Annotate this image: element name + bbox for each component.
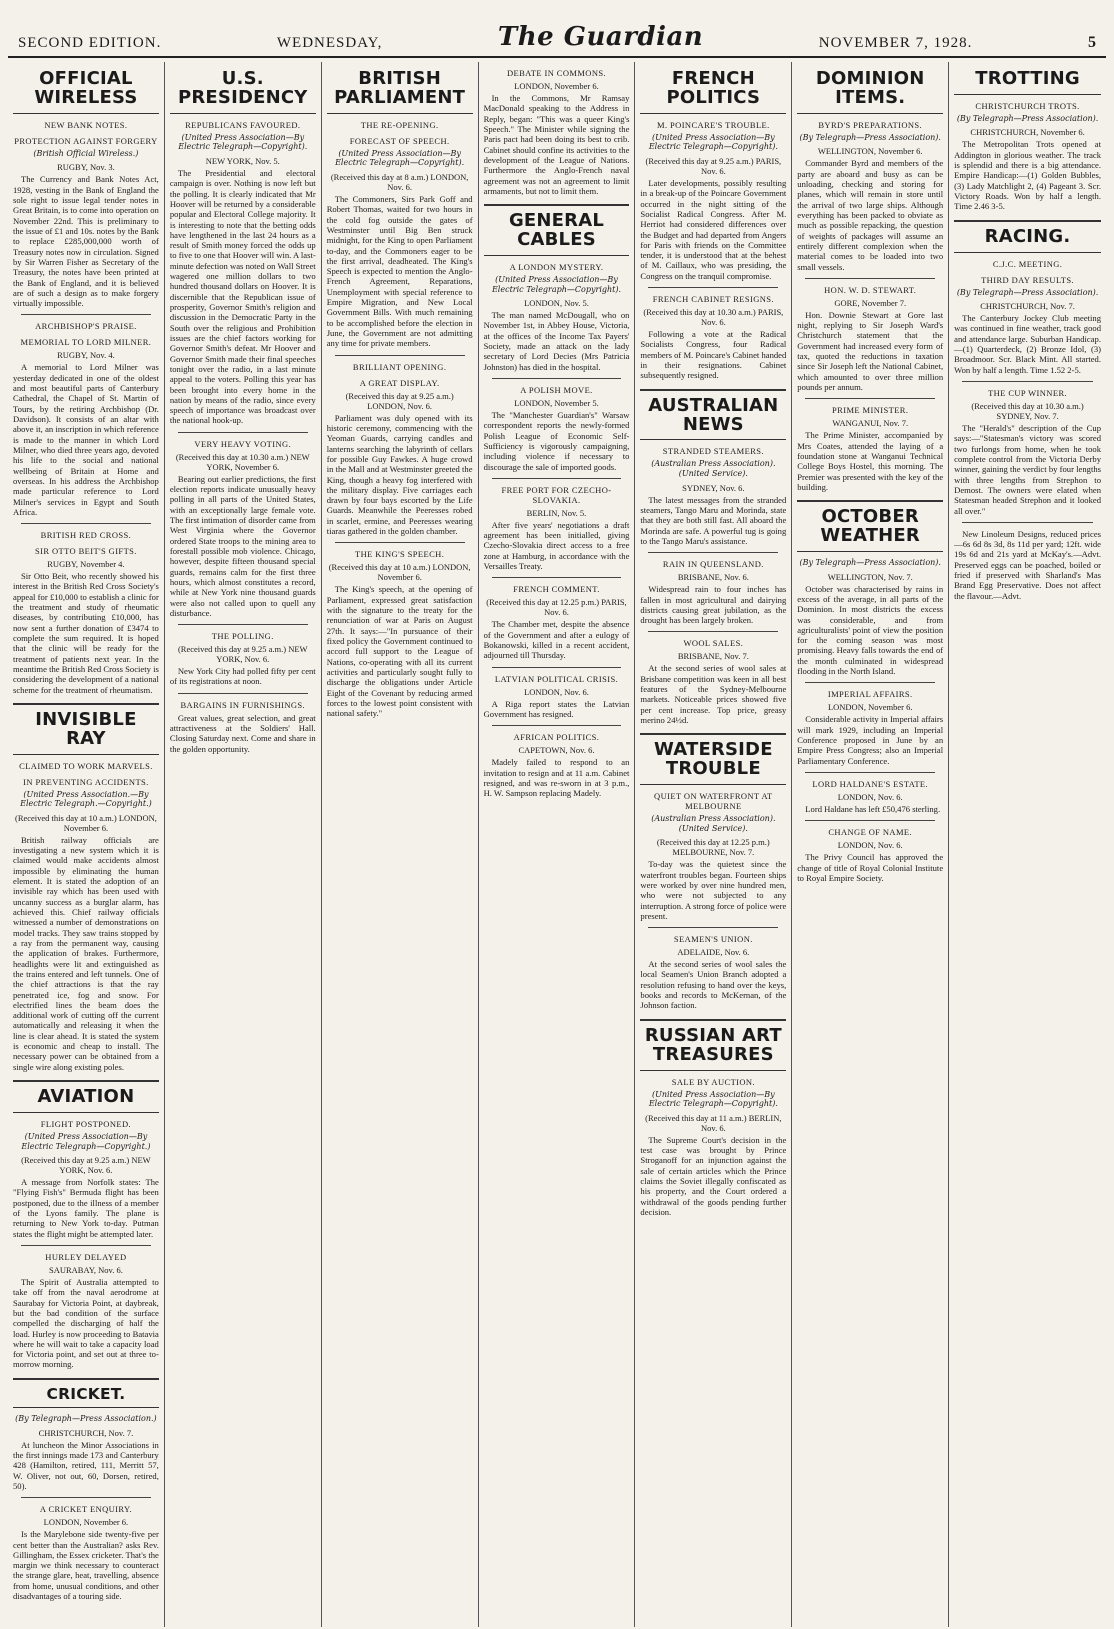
article [170, 70, 316, 426]
masthead [8, 6, 1106, 58]
article-dateline: (Received this day at 10.30 a.m.) NEW YORK, November 6. [175, 451, 310, 472]
article [797, 70, 943, 272]
article [13, 1497, 159, 1601]
section-divider [805, 278, 935, 279]
article-subhead: SIR OTTO BEIT'S GIFTS. [35, 546, 137, 557]
article [797, 682, 943, 766]
article [327, 542, 473, 718]
article-subhead: CLAIMED TO WORK MARVELS. [19, 760, 153, 771]
article-subhead: FRENCH COMMENT. [513, 584, 600, 595]
article-body: The King's speech, at the opening of Parliament, expressed great satisfaction with the signature to the treaty for the renunciation of war at Paris on August 27th. It says:—"In pursuance of their fixed policy the Government continued to accord full support to the League of Nations, co-operating with all its current activities and particularly sought fully to discharge the obligations under Article Eight of the Covenant by reducing armed forces to the lowest point consistent with national safety." [326, 584, 473, 719]
article-dateline: CHRISTCHURCH, Nov. 7. [980, 301, 1075, 312]
article-body: A message from Norfolk states: The "Flying Fish's" Bermuda flight has been postponed, due to the illness of a member of the Lyons family. The plane is returning to New York to-day. Putman states the flight might be attempted later. [13, 1177, 159, 1239]
article-body: New Linoleum Designs, reduced prices—6s 6d 8s 3d, 8s 11d per yard; 12ft. wide 19s 6d and 21s yard at McKay's.—Advt. Preserved eggs can be poached, boiled or fried if preserved with Sharland's Mas Brand Egg Preservative. Does not affect the flavour.—Advt. [954, 528, 1101, 601]
article-dateline: RUGBY, Nov. 4. [57, 350, 115, 361]
section-divider [21, 1497, 151, 1498]
article [640, 70, 786, 281]
article-dateline: ADELAIDE, Nov. 6. [677, 947, 750, 958]
column-4 [479, 62, 636, 1627]
article [170, 432, 316, 618]
article-subhead: RAIN IN QUEENSLAND. [662, 559, 764, 570]
article [484, 68, 630, 196]
article [13, 314, 159, 517]
article [484, 478, 630, 572]
article [797, 772, 943, 814]
article [954, 522, 1101, 601]
article-headline: BRITISH PARLIAMENT [327, 70, 473, 114]
wire-credit: (British Official Wireless.) [33, 148, 139, 158]
article-body: Is the Marylebone side twenty-five per cent better than the Australian? asks Rev. Gillingham, the Essex cricketer. That's the margin we think necessary to counteract the strange glare, heat, travelling, absence from home, unusual conditions, and other disadvantages of a touring side. [13, 1529, 159, 1602]
article-subhead: QUIET ON WATERFRONT AT MELBOURNE [654, 791, 773, 812]
section-divider [492, 667, 622, 668]
article-body: The Presidential and electoral campaign is over. Nothing is now left but the polling. It is clearly indicated that Mr Hoover will be returned by a considerable popular and Electoral College majority. It is interesting to note that the betting odds have lengthened in the last 24 hours as a result of Smith money forced the odds up to five to one that Hoover will win. A last-minute defection was noted on Wall Street wagered one million dollars to two hundred thousand dollars on Hoover. It is discernible that the Republican issue of prosperity, Governor Smith's religion and discussion in the Democratic Party in the South over the religious and Prohibition issues are the chief factors working for Governor Smith's defeat. Mr Hoover and Governor Smith made their final speeches tonight over the radio, in a last minute appeal to the voters. Polling this year has been brought into every home in the nation by means of the radio, since every speech of importance was broadcast over the national hook-up. [169, 167, 316, 426]
article [797, 500, 943, 676]
article [13, 1378, 159, 1491]
article-dateline: WANGANUI, Nov. 7. [832, 418, 909, 429]
wire-credit: (By Telegraph—Press Association). [956, 287, 1099, 297]
article-dateline: LONDON, November 6. [43, 1517, 129, 1528]
article-dateline: GORE, November 7. [834, 297, 907, 308]
wire-credit: (United Press Association—By Electric Telegraph—Copyright). [491, 274, 622, 294]
article-body: Later developments, possibly resulting in a break-up of the Poincare Government occurred in the night sitting of the Socialist Radical Congress. After M. Herriot had considered differences over the Budget and had departed from Angers for Paris with friends on the Committee tender, it is understood that at the behest of M. Caillaux, who was presiding, the Congress on the tranquil compromise. [640, 177, 787, 281]
article-subhead: A POLISH MOVE. [520, 384, 593, 395]
article-body: At luncheon the Minor Associations in the first innings made 173 and Canterbury 428 (Hamilton, retired, 111, Merritt 57, W. Oliver, not out, 60, Dorsen, retired, 50). [13, 1439, 159, 1491]
article-dateline: (Received this day at 10 a.m.) LONDON, November 6. [14, 812, 157, 833]
article-dateline: (Received this day at 11 a.m.) BERLIN, Nov. 6. [645, 1112, 782, 1133]
article-dateline: CHRISTCHURCH, Nov. 7. [38, 1427, 134, 1438]
section-divider [492, 378, 622, 379]
wire-credit: (By Telegraph—Press Association). [799, 557, 941, 567]
article [170, 624, 316, 687]
article [640, 389, 786, 547]
section-divider [335, 542, 465, 543]
article-body: A memorial to Lord Milner was yesterday dedicated in one of the oldest and most beautiful parts of Canterbury Cathedral, the Chapel of St. Martin of Tours, by the retiring Archbishop (Dr. Davidson). It consists of an altar with above it, an inscription in which reference is made to the manner in which Lord Milner, who died three years ago, devoted his life to the social and national wellbeing of Britain at Home and overseas. In his address the Archbishop made particular reference to Lord Milner's services in Egypt and South Africa. [13, 362, 159, 517]
article-body: Commander Byrd and members of the party are aboard and busy as can be unloading, checking and storing for planes, which will remain in store until the arrival of two large ships. Although everything has been packed to obviate as much as possible repacking, the question of weights of packages will assume an entirely different complexion when the material comes to be loaded into two small vessels. [797, 158, 944, 272]
article-subhead: BRITISH RED CROSS. [40, 530, 132, 541]
article-body: To-day was the quietest since the waterfront troubles began. Fourteen ships were worked by over nine hundred men, who were not subjected to any interruption. A strong force of police were present. [640, 859, 787, 921]
section-divider [962, 381, 1093, 382]
article-subhead: AFRICAN POLITICS. [513, 732, 600, 743]
wire-credit: (United Press Association—By Electric Telegraph—Copyright). [648, 132, 778, 152]
article-subhead: M. POINCARE'S TROUBLE. [657, 119, 770, 130]
article-body: New York City had polled fifty per cent of its registrations at noon. [169, 666, 316, 687]
edition-label: SECOND EDITION. [18, 35, 162, 51]
column-3 [322, 62, 479, 1627]
article-subhead: WOOL SALES. [683, 638, 744, 649]
article-subhead: THE POLLING. [211, 631, 274, 642]
article-body: A Riga report states the Latvian Government has resigned. [483, 698, 630, 719]
article-subhead: ARCHBISHOP'S PRAISE. [35, 321, 137, 332]
section-divider [648, 552, 778, 553]
article-body: The "Manchester Guardian's" Warsaw correspondent reports the newly-formed Polish League of Economic Self-Sufficiency is vigorously campaigning, including violence if necessary to discourage the sale of imported goods. [483, 409, 630, 472]
article [327, 70, 473, 349]
article-subhead: A CRICKET ENQUIRY. [39, 1504, 132, 1515]
article-body: The Canterbury Jockey Club meeting was continued in fine weather, track good and attendance large. Suburban Handicap.—(1) Quarterdeck, (2) Bronze Idol, (3) Broadmoor. Scr. Black Mint. All started. Won by half a length. Time 1.52 2-5. [954, 313, 1101, 375]
article-subhead: C.J.C. MEETING. [992, 258, 1063, 269]
wire-credit: (By Telegraph—Press Association). [956, 113, 1099, 123]
newspaper-title: The Guardian [497, 22, 704, 52]
article [13, 523, 159, 695]
article-subhead: PRIME MINISTER. [832, 405, 909, 416]
article [640, 927, 786, 1011]
article [640, 733, 786, 921]
article-headline: TROTTING [954, 70, 1101, 95]
article-subhead: PROTECTION AGAINST FORGERY [14, 135, 158, 146]
article-dateline: (Received this day at 10 a.m.) LONDON, November 6. [328, 562, 471, 583]
article-dateline: (Received this day at 10.30 a.m.) SYDNEY, Nov. 7. [971, 401, 1084, 422]
section-divider [648, 927, 778, 928]
article-dateline: NEW YORK, Nov. 5. [205, 155, 280, 166]
article-body: Parliament was duly opened with its historic ceremony, commencing with the Yeoman Guards, carrying candles and lanterns searching the labyrinth of cellars for possible Guy Fawkes. A huge crowd in the Mall and at Westminster greeted the King, though a heavy fog interfered with the military display. Five carriages each drawn by four bays escorted by the Life Guards. Meanwhile the Peeresses robed in scarlet, ermine, and Peeresses wearing tiaras gathered in the golden chamber. [326, 412, 473, 537]
article-dateline: LONDON, November 6. [827, 702, 913, 713]
page-number: 5 [1088, 34, 1096, 51]
article [797, 820, 943, 883]
article [484, 667, 630, 720]
article-subhead: STRANDED STEAMERS. [662, 446, 764, 457]
article [484, 725, 630, 798]
article-subhead: IN PREVENTING ACCIDENTS. [23, 776, 149, 787]
article-dateline: LONDON, November 5. [514, 397, 599, 408]
wire-credit: (United Press Association.—By Electric Telegraph.—Copyright.) [20, 789, 152, 809]
article-body: The Currency and Bank Notes Act, 1928, vesting in the Bank of England the sole right to issue legal tender notes in Great Britain, is to come into operation on November 22nd. This is preliminary to the issue of £1 and 10s. notes by the Bank to replace £285,000,000 worth of Treasury notes now in circulation. Signed by Sir Warren Fisher as Secretary of the Treasury, the notes have been printed at the Bank of England, and it is believed are of such a design as to make forgery virtually impossible. [13, 174, 159, 309]
article-dateline: LONDON, Nov. 5. [524, 298, 589, 309]
wire-credit: (United Press Association—By Electric Telegraph—Copyright). [335, 148, 465, 168]
article-subhead: IMPERIAL AFFAIRS. [827, 689, 913, 700]
article [640, 1019, 786, 1217]
article [797, 278, 943, 393]
article [327, 355, 473, 537]
article-body: Widespread rain to four inches has fallen in most agricultural and dairying districts causing great jubilation, as the drought has been largely broken. [640, 584, 787, 626]
section-divider [21, 314, 151, 315]
article-body: October was characterised by rains in excess of the average, in all parts of the Dominion. In most districts the excess was considerable, and from agriculturalists' point of view the position for the coming season was most promising. Heavy falls towards the end of the month culminated in widespread flooding in the North Island. [797, 583, 944, 677]
article [484, 577, 630, 660]
article-body: The Metropolitan Trots opened at Addington in glorious weather. The track is splendid and there is a big attendance. Empire Handicap:—(1) Golden Bubbles, (3) Lady Matchlight 2, (4) Pageant 3. Scr. Victory Roads. Won by half a length. Time 2.46 3-5. [954, 139, 1101, 212]
section-divider [21, 1245, 151, 1246]
article-body: Great values, great selection, and great attractiveness at the Soldiers' Hall. Closing Saturday next. Come and share in the golden opportunity. [169, 712, 316, 754]
article-dateline: (Received this day at 10.30 a.m.) PARIS, Nov. 6. [643, 307, 784, 328]
article-subhead: A LONDON MYSTERY. [509, 261, 604, 272]
article-body: Following a vote at the Radical Socialists Congress, four Radical members of M. Poincare's Cabinet handed in their resignations. Cabinet subsequently resigned. [640, 329, 787, 381]
article-dateline: BRISBANE, Nov. 6. [677, 572, 749, 583]
article-dateline: WELLINGTON, Nov. 7. [827, 571, 913, 582]
article-subhead: REPUBLICANS FAVOURED. [185, 119, 301, 130]
column-2 [165, 62, 322, 1627]
article-subhead: LORD HALDANE'S ESTATE. [812, 778, 929, 789]
article-dateline: LONDON, Nov. 6. [837, 791, 903, 802]
article-dateline: (Received this day at 8 a.m.) LONDON, Nov. 6. [330, 171, 469, 192]
article-subhead: THIRD DAY RESULTS. [981, 274, 1075, 285]
article-subhead: SEAMEN'S UNION. [673, 934, 753, 945]
article-body: Lord Haldane has left £50,476 sterling. [805, 803, 941, 814]
section-divider [962, 522, 1093, 523]
article-headline: RUSSIAN ART TREASURES [640, 1019, 786, 1071]
wire-credit: (Australian Press Association). (United Service). [651, 814, 776, 833]
article-subhead: THE CUP WINNER. [988, 388, 1068, 399]
section-divider [335, 355, 465, 356]
article-headline: INVISIBLE RAY [13, 703, 159, 755]
article-body: British railway officials are investigating a new system which it is claimed would make accidents almost impossible by eliminating the human element. It is stated the adoption of an invisible ray which has been used with uncanny success as a burglar alarm, has achieved this. Chief railway officials witnessed a number of demonstrations on model tracks. They saw trains stopped by a ray from the permanent way, causing the application of brakes. Furthermore, headlights were lit and extinguished as the trains entered and left tunnels. One of the chief attractions is that the ray penetrated ice, fog and snow. For electrified lines the beam does the additional work of cutting off the current automatically and releasing it when the line is clear ahead. It is stated the system is economic and cheap to install. The necessary power can be obtained from a single wire along existing poles. [13, 834, 159, 1072]
article-subhead: BYRD'S PREPARATIONS. [818, 119, 923, 130]
article-body: The Chamber met, despite the absence of the Government and after a eulogy of Bokanowski, killed in a recent accident, adjourned till Thursday. [483, 619, 630, 661]
article-body: At the second series of wool sales the local Seamen's Union Branch adopted a resolution refusing to hand over the keys, books and records to McKernan, of the Johnson faction. [640, 959, 787, 1011]
section-divider [178, 693, 308, 694]
section-divider [492, 577, 622, 578]
article-headline: OCTOBER WEATHER [797, 500, 943, 552]
article-dateline: BERLIN, Nov. 5. [526, 507, 587, 518]
article-dateline: LONDON, Nov. 6. [837, 840, 903, 851]
article-dateline: WELLINGTON, November 6. [817, 146, 923, 157]
article-dateline: (Received this day at 9.25 a.m.) NEW YORK, Nov. 6. [21, 1155, 151, 1176]
article-subhead: DEBATE IN COMMONS. [506, 68, 607, 78]
column-5 [635, 62, 792, 1627]
article-body: After five years' negotiations a draft agreement has been initialled, giving Czecho-Slovakia direct access to a free zone at Hamburg, in accordance with the Versailles Treaty. [483, 519, 630, 572]
article-body: Madely failed to respond to an invitation to resign and at 11 a.m. Cabinet resigned, and was re-sworn in at 3 p.m., H. W. Sampson replacing Madely. [483, 757, 630, 799]
section-divider [805, 682, 935, 683]
weekday-label: WEDNESDAY, [276, 35, 383, 51]
article [13, 1080, 159, 1239]
article-subhead: BRILLIANT OPENING. [352, 361, 447, 372]
article-body: In the Commons, Mr Ramsay MacDonald speaking to the Address in Reply, began: "This was a queer King's Speech." The Minister while signing the Paris pact had been doing its best to crib. Cabinet should confine its activities to the development of the League of Nations. Furthermore the Anglo-French naval agreement was not an agreement to limit armaments, but not to limit them. [483, 93, 630, 196]
section-divider [492, 478, 622, 479]
article-dateline: (Received this day at 12.25 p.m.) PARIS, Nov. 6. [486, 597, 627, 618]
wire-credit: (Australian Press Association). (United Service). [651, 459, 776, 479]
article [13, 1245, 159, 1370]
section-divider [21, 523, 151, 524]
article-headline: RACING. [954, 220, 1101, 253]
article-dateline: BRISBANE, Nov. 7. [677, 651, 749, 662]
article-dateline: SAURABAY, Nov. 6. [49, 1264, 123, 1275]
article-headline: FRENCH POLITICS [640, 70, 786, 114]
section-divider [648, 287, 778, 288]
column-7 [949, 62, 1106, 1627]
article-subhead: THE RE-OPENING. [360, 119, 439, 130]
wire-credit: (United Press Association—By Electric Telegraph—Copyright.) [21, 1131, 151, 1151]
section-divider [178, 432, 308, 433]
article [954, 381, 1101, 516]
article-columns [8, 62, 1106, 1627]
article [954, 70, 1101, 212]
wire-credit: (United Press Association—By Electric Telegraph—Copyright). [648, 1089, 778, 1109]
wire-credit: (By Telegraph—Press Association). [799, 132, 941, 142]
column-6 [792, 62, 949, 1627]
article-headline: U.S. PRESIDENCY [170, 70, 316, 114]
section-divider [492, 725, 622, 726]
article-body: The "Herald's" description of the Cup says:—"Statesman's victory was scored two furlongs from home, when he took complete control from the Victoria Derby winner, gaining the verdict by four lengths with three lengths from Strephon to Demost. The owners were elated when Statesman headed Strephon and it looked all over." [954, 423, 1101, 516]
section-divider [648, 631, 778, 632]
section-divider [805, 820, 935, 821]
issue-date: NOVEMBER 7, 1928. [818, 35, 973, 51]
article-subhead: CHANGE OF NAME. [828, 827, 913, 838]
article [13, 703, 159, 1072]
article-headline: AUSTRALIAN NEWS [640, 389, 786, 441]
article [484, 204, 630, 372]
article-dateline: RUGBY, Nov. 3. [57, 162, 115, 173]
article-dateline: LONDON, Nov. 6. [524, 686, 589, 697]
article-dateline: CAPETOWN, Nov. 6. [518, 745, 595, 756]
article-subhead: THE KING'S SPEECH. [355, 549, 445, 560]
article-subhead: MEMORIAL TO LORD MILNER. [20, 337, 152, 348]
article-headline: GENERAL CABLES [484, 204, 630, 256]
article-subhead: HURLEY DELAYED [45, 1251, 127, 1262]
article-body: Bearing out earlier predictions, the first election reports indicate unusually heavy polling in all parts of the United States, with an exceptionally large female vote. The first intimation of disorder came from West Virginia where the Governor ordered State troops to the mining area to forestall possible mob violence. Chicago, however, despite fifteen thousand special guards, remains calm for the first three hours, which almost constitutes a record, while at New York nine thousand guards were also not called upon to quell any disturbance. [169, 473, 316, 618]
article-subhead: VERY HEAVY VOTING. [194, 438, 292, 449]
article-body: The man named McDougall, who on November 1st, in Abbey House, Victoria, at the offices of the Income Tax Payers' Society, made an attack on the lady secretary of Lord Decies (Mrs Patricia Johnston) has died in the hospital. [483, 310, 630, 372]
article-headline: OFFICIAL WIRELESS [13, 70, 159, 114]
article-headline: WATERSIDE TROUBLE [640, 733, 786, 785]
article-body: At the second series of wool sales at Brisbane competition was keen in all best features of the Sydney-Melbourne markets. Noticeable prices showed five per cent increase. Top price, greasy merino 24½d. [640, 663, 787, 725]
article [484, 378, 630, 472]
article-body: The Privy Council has approved the change of title of Royal Colonial Institute to Royal Empire Society. [797, 852, 944, 883]
article-subhead: FREE PORT FOR CZECHO-SLOVAKIA. [501, 484, 612, 505]
column-1 [8, 62, 165, 1627]
article-headline: CRICKET. [13, 1378, 159, 1408]
article-dateline: (Received this day at 9.25 a.m.) NEW YORK, Nov. 6. [177, 644, 308, 665]
article [954, 220, 1101, 375]
article-subhead: LATVIAN POLITICAL CRISIS. [494, 673, 619, 684]
section-divider [805, 398, 935, 399]
article-dateline: LONDON, November 6. [514, 81, 599, 91]
article [797, 398, 943, 492]
article-subhead: BARGAINS IN FURNISHINGS. [180, 699, 306, 710]
article-subhead: A GREAT DISPLAY. [359, 377, 440, 388]
article-subhead: SALE BY AUCTION. [671, 1076, 755, 1087]
article-subhead: CHRISTCHURCH TROTS. [975, 100, 1080, 111]
article-subhead: HON. W. D. STEWART. [824, 284, 917, 295]
article-subhead: FRENCH CABINET RESIGNS. [652, 294, 774, 305]
article [640, 287, 786, 381]
article-dateline: (Received this day at 9.25 a.m.) PARIS, Nov. 6. [645, 155, 782, 176]
article-dateline: SYDNEY, Nov. 6. [682, 482, 745, 493]
section-divider [178, 624, 308, 625]
article-body: The Commoners, Sirs Park Goff and Robert Thomas, waited for two hours in the cold fog outside the gates of Westminster until Big Ben struck midnight, for the King to open Parliament to-day, and the Commoners eager to be the first arrival, deadheated. The King's Speech is expected to mention the Anglo-French Agreement, Reparations, Unemployment with special reference to Empire Migration, and New Local Government Bills. With much remaining to be accomplished before the election in June, the Government are not admitting any time for private members. [326, 193, 473, 349]
article-body: The Supreme Court's decision in the test case was brought by Prince Stroganoff for an injunction against the sale of certain articles which the Prince claims the Soviet illegally confiscated as his property, and the Court ordered a withdrawal of the goods pending further decision. [640, 1134, 787, 1217]
article-dateline: (Received this day at 9.25 a.m.) LONDON, Nov. 6. [345, 390, 454, 411]
article-dateline: CHRISTCHURCH, November 6. [970, 127, 1085, 138]
article-body: The latest messages from the stranded steamers, Tango Maru and Morinda, state that they are both still fast. All aboard the Morinda are safe. A powerful tug is going to the Tango Maru's assistance. [640, 494, 787, 546]
article-body: The Spirit of Australia attempted to take off from the naval aerodrome at Saurabay for Victoria Point, at daybreak, but the bad condition of the surface compelled the discharging of half the load. Hurley is now proceeding to Batavia where he will wait to take a capacity load for Victoria point, and set out at three to-morrow morning. [13, 1276, 159, 1370]
article-body: Sir Otto Beit, who recently showed his interest in the British Red Cross Society's appeal for £10,000 to establish a clinic for the treatment and study of rheumatic diseases, by contributing £10,000, has now sent a further donation of £3474 to complete the sum required. It is hoped that the clinic will be ready for the treatment of patients next year. In the meantime the British Red Cross Society is considering the development of a national scheme for the treatment of rheumatism. [13, 571, 159, 695]
article [170, 693, 316, 754]
article-dateline: (Received this day at 12.25 p.m.) MELBOURNE, Nov. 7. [656, 837, 770, 858]
article-dateline: RUGBY, November 4. [47, 559, 125, 570]
wire-credit: (By Telegraph—Press Association.) [15, 1414, 157, 1424]
wire-credit: (United Press Association—By Electric Telegraph—Copyright). [178, 132, 308, 152]
article-subhead: FLIGHT POSTPONED. [40, 1118, 132, 1129]
article-body: Considerable activity in Imperial affairs will mark 1929, including an Imperial Conference proposed in June by an Empire Press Congress; also an Imperial Parliamentary Conference. [797, 714, 944, 766]
article-subhead: FORECAST OF SPEECH. [349, 135, 450, 146]
section-divider [805, 772, 935, 773]
article [640, 552, 786, 625]
article-headline: DOMINION ITEMS. [797, 70, 943, 114]
article-subhead: NEW BANK NOTES. [44, 119, 128, 130]
article-body: Hon. Downie Stewart at Gore last night, replying to Sir Joseph Ward's Christchurch statement that the Government had increased every form of tax, quoted the reductions in taxation since Sir Joseph left the National Cabinet, which amounted to over three million pounds per annum. [797, 309, 944, 392]
article-body: The Prime Minister, accompanied by Mrs Coates, attended the laying of a foundation stone at Wanganui Technical College Boys Hostel, this morning. The Premier was presented with the key of the building. [797, 430, 944, 492]
article [640, 631, 786, 725]
article [13, 70, 159, 308]
article-headline: AVIATION [13, 1080, 159, 1113]
